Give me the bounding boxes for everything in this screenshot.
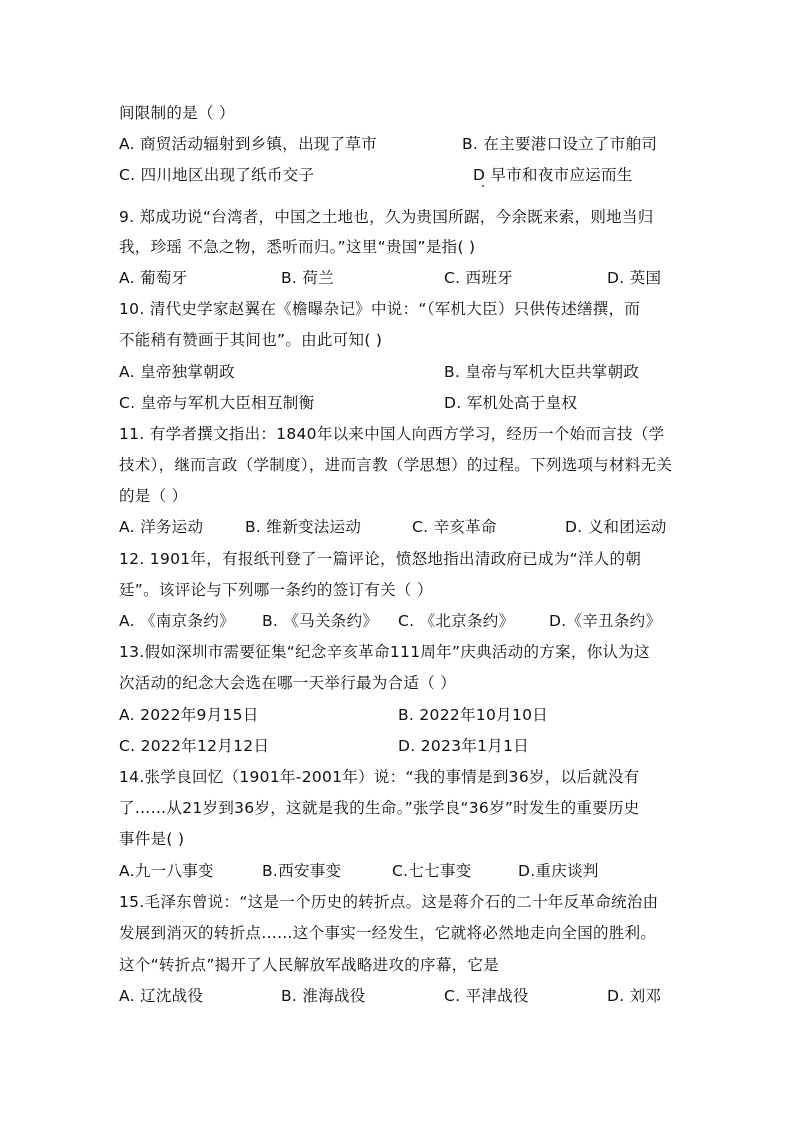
q15-stem-line-1: 15.毛泽东曾说：“这是一个历史的转折点。这是蒋介石的二十年反革命统治由 xyxy=(119,893,659,911)
q13-option-d: D. 2023年1月1日 xyxy=(398,737,530,755)
q8-option-b: B. 在主要港口设立了市舶司 xyxy=(462,135,658,153)
q10-option-c: C. 皇帝与军机大臣相互制衡 xyxy=(119,394,315,412)
q9-option-d: D. 英国 xyxy=(607,269,662,287)
q11-stem-line-3: 的是（ ） xyxy=(119,487,188,505)
q15-option-c: C. 平津战役 xyxy=(444,987,529,1005)
q8-option-a: A. 商贸活动辐射到乡镇，出现了草市 xyxy=(119,135,378,153)
q15-option-a: A. 辽沈战役 xyxy=(119,987,204,1005)
q11-stem-line-1: 11. 有学者撰文指出：1840年以来中国人向西方学习，经历一个始而言技（学 xyxy=(119,425,665,443)
q10-stem-line-2: 不能稍有赞画于其间也”。由此可知( ) xyxy=(119,331,383,349)
q14-option-d: D.重庆谈判 xyxy=(518,862,599,880)
q14-option-a: A.九一八事变 xyxy=(119,862,214,880)
q12-option-b: B. 《马关条约》 xyxy=(262,612,379,630)
q13-stem-line-2: 次活动的纪念大会选在哪一天举行最为合适（ ） xyxy=(119,674,457,692)
q9-option-a: A. 葡萄牙 xyxy=(119,269,188,287)
q11-option-c: C. 辛亥革命 xyxy=(412,518,497,536)
q12-option-d: D.《辛丑条约》 xyxy=(549,612,662,630)
q15-stem-line-3: 这个“转折点”揭开了人民解放军战略进攻的序幕，它是 xyxy=(119,956,500,974)
q14-stem-line-2: 了……从21岁到36岁，这就是我的生命。”张学良“36岁”时发生的重要历史 xyxy=(119,799,640,817)
q15-option-b: B. 淮海战役 xyxy=(281,987,366,1005)
q12-stem-line-2: 廷”。该评论与下列哪一条约的签订有关（ ） xyxy=(119,581,433,599)
q14-option-b: B.西安事变 xyxy=(262,862,342,880)
q9-stem-line-2: 我，珍瑶 不急之物，悉听而归。”这里“贵国”是指( ) xyxy=(119,238,476,256)
q9-option-c: C. 西班牙 xyxy=(444,269,513,287)
q9-stem-line-1: 9. 郑成功说“台湾者，中国之土地也，久为贵国所踞，今余既来索，则地当归 xyxy=(119,208,654,226)
stray-mark xyxy=(482,185,484,187)
q12-option-a: A. 《南京条约》 xyxy=(119,612,235,630)
q13-option-b: B. 2022年10月10日 xyxy=(398,706,549,724)
q15-stem-line-2: 发展到消灭的转折点……这个事实一经发生，它就将必然地走向全国的胜利。 xyxy=(119,924,657,942)
q9-option-b: B. 荷兰 xyxy=(281,269,334,287)
q14-stem-line-1: 14.张学良回忆（1901年-2001年）说：“我的事情是到36岁，以后就没有 xyxy=(119,768,640,786)
q11-option-a: A. 洋务运动 xyxy=(119,518,204,536)
q13-stem-line-1: 13.假如深圳市需要征集“纪念辛亥革命111周年”庆典活动的方案，你认为这 xyxy=(119,643,650,661)
q15-option-d: D. 刘邓 xyxy=(607,987,662,1005)
q11-stem-line-2: 技术），继而言政（学制度），进而言教（学思想）的过程。下列选项与材料无关 xyxy=(119,456,673,474)
q10-stem-line-1: 10. 清代史学家赵翼在《檐曝杂记》中说：“（军机大臣）只供传述缮撰，而 xyxy=(119,300,641,318)
q10-option-d: D. 军机处高于皇权 xyxy=(444,394,578,412)
q10-option-a: A. 皇帝独掌朝政 xyxy=(119,363,235,381)
q8-option-c: C. 四川地区出现了纸币交子 xyxy=(119,166,315,184)
q8-option-d: D 早市和夜市应运而生 xyxy=(473,166,633,184)
q13-option-a: A. 2022年9月15日 xyxy=(119,706,259,724)
q14-option-c: C.七七事变 xyxy=(392,862,472,880)
q12-stem-line-1: 12. 1901年，有报纸刊登了一篇评论，愤怒地指出清政府已成为“洋人的朝 xyxy=(119,550,642,568)
q11-option-b: B. 维新变法运动 xyxy=(245,518,362,536)
q8-stem-tail: 间限制的是（ ） xyxy=(119,104,235,122)
q14-stem-line-3: 事件是( ) xyxy=(119,830,185,848)
q10-option-b: B. 皇帝与军机大臣共掌朝政 xyxy=(444,363,640,381)
q11-option-d: D. 义和团运动 xyxy=(565,518,667,536)
q12-option-c: C. 《北京条约》 xyxy=(398,612,515,630)
q13-option-c: C. 2022年12月12日 xyxy=(119,737,270,755)
